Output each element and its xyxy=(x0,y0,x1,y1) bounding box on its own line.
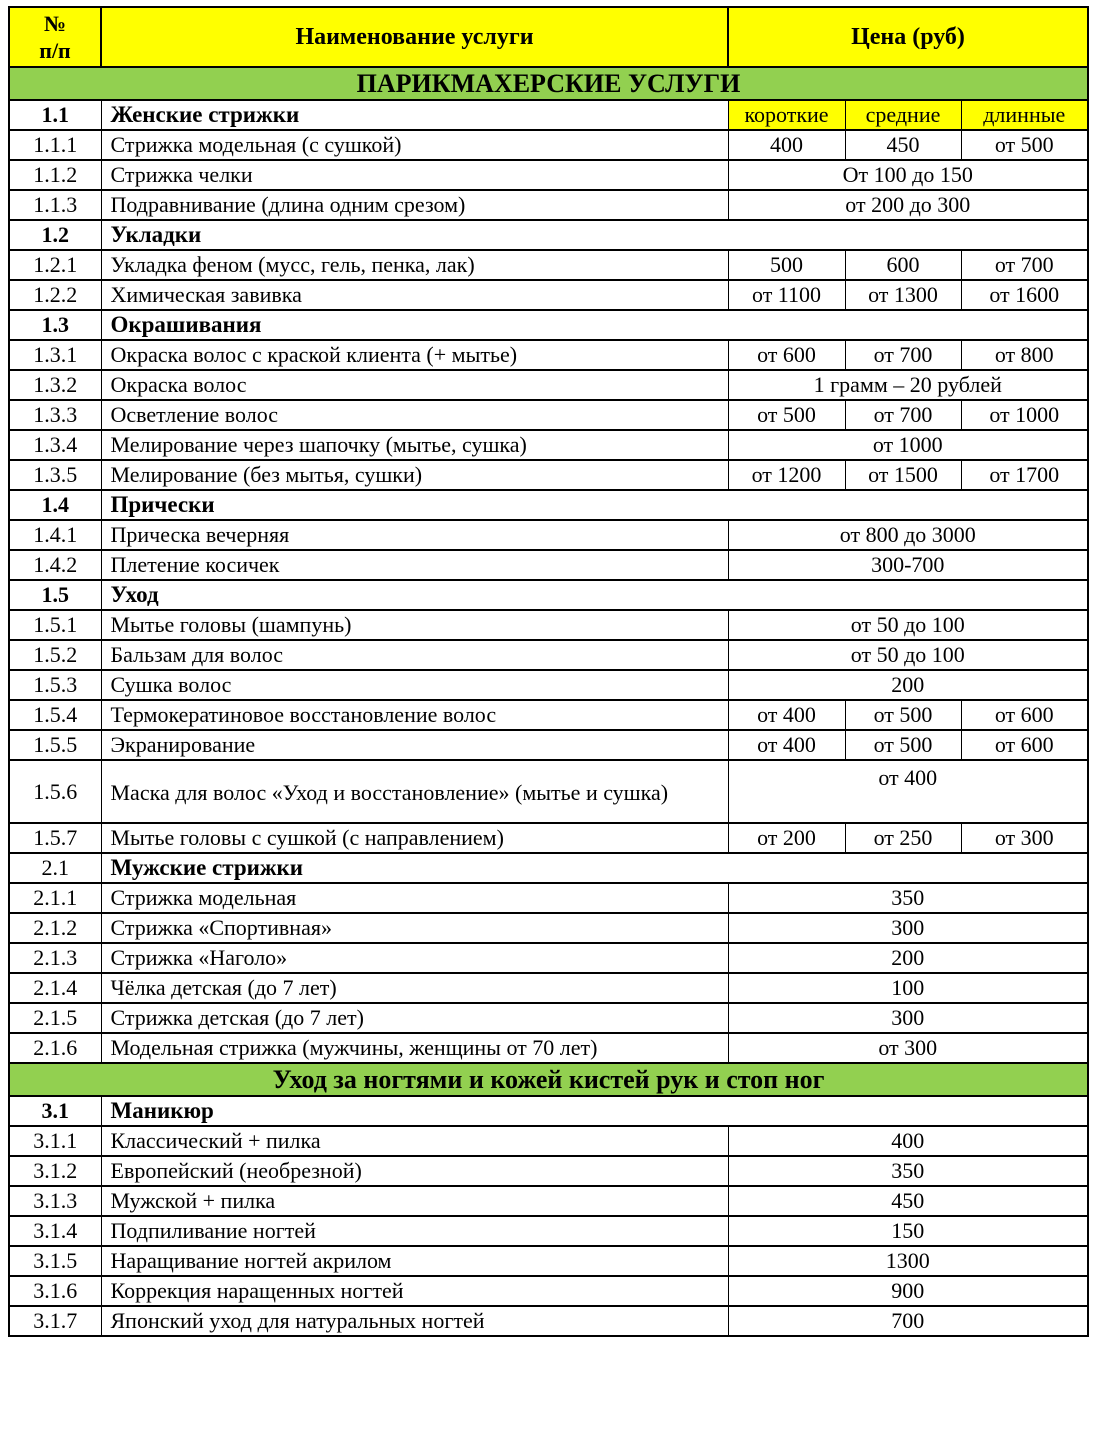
price-value: от 1300 xyxy=(845,280,961,310)
row-number: 1.3 xyxy=(9,310,101,340)
price-subcolumn-header: длинные xyxy=(961,100,1088,130)
column-header-price: Цена (руб) xyxy=(728,7,1088,67)
price-value: от 200 до 300 xyxy=(728,190,1088,220)
service-name: Мытье головы (шампунь) xyxy=(101,610,728,640)
service-name: Маска для волос «Уход и восстановление» (мытье и сушка) xyxy=(101,760,728,823)
price-value: 300-700 xyxy=(728,550,1088,580)
price-value: 1300 xyxy=(728,1246,1088,1276)
row-number: 1.5.2 xyxy=(9,640,101,670)
service-name: Мелирование (без мытья, сушки) xyxy=(101,460,728,490)
price-value: 1 грамм – 20 рублей xyxy=(728,370,1088,400)
price-value: 350 xyxy=(728,1156,1088,1186)
service-row xyxy=(9,1216,1088,1246)
service-row xyxy=(9,913,1088,943)
service-row xyxy=(9,670,1088,700)
row-number: 1.1.2 xyxy=(9,160,101,190)
service-name: Химическая завивка xyxy=(101,280,728,310)
row-number: 3.1.3 xyxy=(9,1186,101,1216)
table-header xyxy=(9,7,1088,67)
service-row xyxy=(9,190,1088,220)
service-name: Стрижка модельная (с сушкой) xyxy=(101,130,728,160)
service-name: Укладка феном (мусс, гель, пенка, лак) xyxy=(101,250,728,280)
row-number: 1.1.1 xyxy=(9,130,101,160)
row-number: 1.5.3 xyxy=(9,670,101,700)
price-value: от 250 xyxy=(845,823,961,853)
price-value: 200 xyxy=(728,943,1088,973)
service-row xyxy=(9,550,1088,580)
price-value: 450 xyxy=(728,1186,1088,1216)
group-name: Окрашивания xyxy=(101,310,1088,340)
service-name: Окраска волос с краской клиента (+ мытье) xyxy=(101,340,728,370)
service-name: Мытье головы с сушкой (с направлением) xyxy=(101,823,728,853)
section-band-label: ПАРИКМАХЕРСКИЕ УСЛУГИ xyxy=(9,67,1088,100)
price-value: от 700 xyxy=(845,400,961,430)
service-name: Стрижка «Наголо» xyxy=(101,943,728,973)
row-number: 1.3.2 xyxy=(9,370,101,400)
row-number: 1.3.4 xyxy=(9,430,101,460)
row-number: 1.3.3 xyxy=(9,400,101,430)
service-name: Японский уход для натуральных ногтей xyxy=(101,1306,728,1336)
row-number: 1.4.1 xyxy=(9,520,101,550)
row-number: 1.2 xyxy=(9,220,101,250)
price-value: 700 xyxy=(728,1306,1088,1336)
group-name: Укладки xyxy=(101,220,1088,250)
price-value: от 500 xyxy=(728,400,845,430)
row-number: 1.2.1 xyxy=(9,250,101,280)
price-value: от 600 xyxy=(961,700,1088,730)
row-number: 3.1.6 xyxy=(9,1276,101,1306)
service-name: Стрижка модельная xyxy=(101,883,728,913)
service-row xyxy=(9,1246,1088,1276)
price-value: от 600 xyxy=(728,340,845,370)
row-number: 1.4 xyxy=(9,490,101,520)
row-number: 1.4.2 xyxy=(9,550,101,580)
row-number: 1.3.1 xyxy=(9,340,101,370)
service-row xyxy=(9,340,1088,370)
group-header-row xyxy=(9,853,1088,883)
price-value: 200 xyxy=(728,670,1088,700)
service-name: Стрижка детская (до 7 лет) xyxy=(101,1003,728,1033)
price-value: 300 xyxy=(728,1003,1088,1033)
service-row xyxy=(9,250,1088,280)
row-number: 1.5.5 xyxy=(9,730,101,760)
service-name: Классический + пилка xyxy=(101,1126,728,1156)
price-value: 500 xyxy=(728,250,845,280)
price-value: от 500 xyxy=(961,130,1088,160)
service-name: Осветление волос xyxy=(101,400,728,430)
service-row xyxy=(9,1186,1088,1216)
service-row xyxy=(9,280,1088,310)
group-header-row xyxy=(9,100,1088,130)
price-value: 900 xyxy=(728,1276,1088,1306)
column-header-number xyxy=(9,7,101,67)
row-number: 2.1.5 xyxy=(9,1003,101,1033)
price-value: От 100 до 150 xyxy=(728,160,1088,190)
group-name: Маникюр xyxy=(101,1096,1088,1126)
price-value: от 1100 xyxy=(728,280,845,310)
price-table-body xyxy=(9,67,1088,1336)
price-value: 150 xyxy=(728,1216,1088,1246)
service-row xyxy=(9,400,1088,430)
row-number: 1.5.6 xyxy=(9,760,101,823)
price-value: от 200 xyxy=(728,823,845,853)
price-value: от 1000 xyxy=(728,430,1088,460)
service-name: Коррекция наращенных ногтей xyxy=(101,1276,728,1306)
price-value: от 1500 xyxy=(845,460,961,490)
row-number: 3.1 xyxy=(9,1096,101,1126)
row-number: 1.1 xyxy=(9,100,101,130)
header-row xyxy=(9,7,1088,67)
service-name: Экранирование xyxy=(101,730,728,760)
group-header-row xyxy=(9,310,1088,340)
price-value: от 50 до 100 xyxy=(728,610,1088,640)
service-row xyxy=(9,973,1088,1003)
service-row xyxy=(9,1126,1088,1156)
row-number: 3.1.4 xyxy=(9,1216,101,1246)
service-row xyxy=(9,700,1088,730)
service-row xyxy=(9,760,1088,823)
service-name: Бальзам для волос xyxy=(101,640,728,670)
row-number: 2.1 xyxy=(9,853,101,883)
group-header-row xyxy=(9,1096,1088,1126)
group-header-row xyxy=(9,490,1088,520)
price-value: от 1000 xyxy=(961,400,1088,430)
price-value: 300 xyxy=(728,913,1088,943)
row-number: 1.5 xyxy=(9,580,101,610)
column-header-number-line1: № xyxy=(43,10,67,36)
service-row xyxy=(9,1306,1088,1336)
row-number: 1.5.4 xyxy=(9,700,101,730)
service-name: Стрижка «Спортивная» xyxy=(101,913,728,943)
price-value: 400 xyxy=(728,1126,1088,1156)
service-row xyxy=(9,1276,1088,1306)
row-number: 2.1.1 xyxy=(9,883,101,913)
row-number: 2.1.3 xyxy=(9,943,101,973)
service-name: Сушка волос xyxy=(101,670,728,700)
group-header-row xyxy=(9,220,1088,250)
row-number: 2.1.6 xyxy=(9,1033,101,1063)
service-row xyxy=(9,823,1088,853)
service-row xyxy=(9,1156,1088,1186)
row-number: 1.5.1 xyxy=(9,610,101,640)
service-name: Европейский (необрезной) xyxy=(101,1156,728,1186)
service-row xyxy=(9,460,1088,490)
service-row xyxy=(9,430,1088,460)
price-value: от 400 xyxy=(728,700,845,730)
price-value: от 500 xyxy=(845,700,961,730)
section-band-row xyxy=(9,1063,1088,1096)
service-name: Наращивание ногтей акрилом xyxy=(101,1246,728,1276)
group-name: Прически xyxy=(101,490,1088,520)
group-name: Мужские стрижки xyxy=(101,853,1088,883)
price-value: 350 xyxy=(728,883,1088,913)
row-number: 1.5.7 xyxy=(9,823,101,853)
service-name: Плетение косичек xyxy=(101,550,728,580)
service-name: Мелирование через шапочку (мытье, сушка) xyxy=(101,430,728,460)
price-value: от 1700 xyxy=(961,460,1088,490)
service-name: Мужской + пилка xyxy=(101,1186,728,1216)
service-name: Стрижка челки xyxy=(101,160,728,190)
price-value: от 1600 xyxy=(961,280,1088,310)
row-number: 1.1.3 xyxy=(9,190,101,220)
price-value: от 1200 xyxy=(728,460,845,490)
row-number: 3.1.2 xyxy=(9,1156,101,1186)
group-name: Уход xyxy=(101,580,1088,610)
row-number: 2.1.2 xyxy=(9,913,101,943)
service-name: Термокератиновое восстановление волос xyxy=(101,700,728,730)
price-value: от 400 xyxy=(728,760,1088,823)
row-number: 3.1.5 xyxy=(9,1246,101,1276)
service-row xyxy=(9,1003,1088,1033)
price-value: от 700 xyxy=(845,340,961,370)
section-band-row xyxy=(9,67,1088,100)
price-table xyxy=(8,6,1089,1337)
price-value: от 800 до 3000 xyxy=(728,520,1088,550)
service-name: Подпиливание ногтей xyxy=(101,1216,728,1246)
price-value: от 500 xyxy=(845,730,961,760)
price-value: от 600 xyxy=(961,730,1088,760)
price-subcolumn-header: короткие xyxy=(728,100,845,130)
price-value: от 800 xyxy=(961,340,1088,370)
section-band-label: Уход за ногтями и кожей кистей рук и стоп ног xyxy=(9,1063,1088,1096)
price-value: от 300 xyxy=(961,823,1088,853)
service-row xyxy=(9,520,1088,550)
service-row xyxy=(9,883,1088,913)
service-name: Подравнивание (длина одним срезом) xyxy=(101,190,728,220)
service-name: Чёлка детская (до 7 лет) xyxy=(101,973,728,1003)
row-number: 1.2.2 xyxy=(9,280,101,310)
row-number: 3.1.7 xyxy=(9,1306,101,1336)
group-header-row xyxy=(9,580,1088,610)
service-row xyxy=(9,130,1088,160)
price-value: 100 xyxy=(728,973,1088,1003)
service-row xyxy=(9,640,1088,670)
column-header-number-line2: п/п xyxy=(39,38,71,63)
price-value: 400 xyxy=(728,130,845,160)
service-row xyxy=(9,943,1088,973)
service-name: Модельная стрижка (мужчины, женщины от 70 лет) xyxy=(101,1033,728,1063)
price-value: 600 xyxy=(845,250,961,280)
price-subcolumn-header: средние xyxy=(845,100,961,130)
service-row xyxy=(9,610,1088,640)
column-header-service: Наименование услуги xyxy=(101,7,728,67)
service-row xyxy=(9,730,1088,760)
price-value: от 300 xyxy=(728,1033,1088,1063)
row-number: 3.1.1 xyxy=(9,1126,101,1156)
service-name: Окраска волос xyxy=(101,370,728,400)
row-number: 1.3.5 xyxy=(9,460,101,490)
row-number: 2.1.4 xyxy=(9,973,101,1003)
group-name: Женские стрижки xyxy=(101,100,728,130)
price-value: от 400 xyxy=(728,730,845,760)
price-value: 450 xyxy=(845,130,961,160)
service-row xyxy=(9,370,1088,400)
price-value: от 700 xyxy=(961,250,1088,280)
price-value: от 50 до 100 xyxy=(728,640,1088,670)
service-name: Прическа вечерняя xyxy=(101,520,728,550)
service-row xyxy=(9,160,1088,190)
service-row xyxy=(9,1033,1088,1063)
